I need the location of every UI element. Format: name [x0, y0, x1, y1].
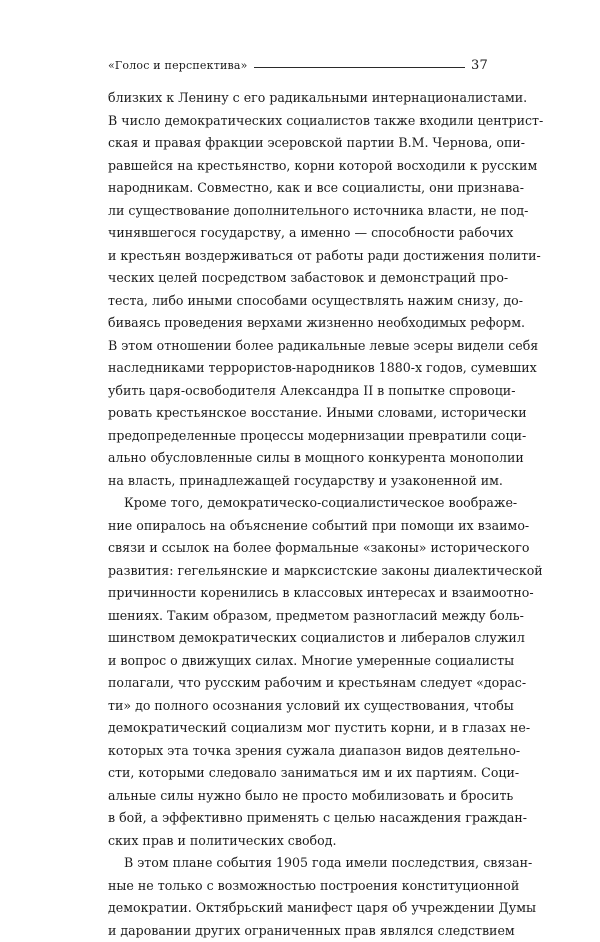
text-line: на власть, принадлежащей государству и узаконенной им.: [108, 470, 484, 493]
text-line: В число демократических социалистов также входили центрист-: [108, 110, 484, 133]
running-title: «Голос и перспектива»: [108, 59, 248, 72]
text-line: ти» до полного осознания условий их существования, чтобы: [108, 695, 484, 718]
text-line: равшейся на крестьянство, корни которой восходили к русским: [108, 155, 484, 178]
text-line: теста, либо иными способами осуществлять нажим снизу, до-: [108, 290, 484, 313]
text-line: демократии. Октябрьский манифест царя об учреждении Думы: [108, 897, 484, 920]
text-line: и крестьян воздерживаться от работы ради достижения полити-: [108, 245, 484, 268]
text-line: развития: гегельянские и марксистские законы диалектической: [108, 560, 484, 583]
text-line: которых эта точка зрения сужала диапазон видов деятельно-: [108, 740, 484, 763]
text-line: ских прав и политических свобод.: [108, 830, 484, 853]
text-line: предопределенные процессы модернизации превратили соци-: [108, 425, 484, 448]
text-line: ли существование дополнительного источника власти, не под-: [108, 200, 484, 223]
running-header: [108, 55, 488, 75]
text-line: в бой, а эффективно применять с целью насаждения граждан-: [108, 807, 484, 830]
text-line: альные силы нужно было не просто мобилизовать и бросить: [108, 785, 484, 808]
text-line: В этом плане события 1905 года имели последствия, связан-: [108, 852, 484, 875]
text-line: ные не только с возможностью построения конституционной: [108, 875, 484, 898]
text-line: шинством демократических социалистов и либералов служил: [108, 627, 484, 650]
text-line: близких к Ленину с его радикальными интернационалистами.: [108, 87, 484, 110]
paragraph: [108, 492, 484, 852]
text-line: и даровании других ограниченных прав являлся следствием: [108, 920, 484, 942]
text-line: причинности коренились в классовых интересах и взаимоотно-: [108, 582, 484, 605]
text-line: шениях. Таким образом, предметом разногласий между боль-: [108, 605, 484, 628]
body-text: [108, 87, 484, 942]
text-line: и вопрос о движущих силах. Многие умеренные социалисты: [108, 650, 484, 673]
text-line: чинявшегося государству, а именно — способности рабочих: [108, 222, 484, 245]
text-line: убить царя-освободителя Александра II в попытке спровоци-: [108, 380, 484, 403]
paragraph: [108, 852, 484, 942]
text-line: ческих целей посредством забастовок и демонстраций про-: [108, 267, 484, 290]
text-line: ская и правая фракции эсеровской партии В.М. Чернова, опи-: [108, 132, 484, 155]
paragraph: [108, 87, 484, 492]
header-rule: [254, 67, 465, 68]
text-line: ние опиралось на объяснение событий при помощи их взаимо-: [108, 515, 484, 538]
text-line: Кроме того, демократическо-социалистическое воображе-: [108, 492, 484, 515]
text-line: ально обусловленные силы в мощного конкурента монополии: [108, 447, 484, 470]
page-number: 37: [471, 58, 488, 73]
text-line: наследниками террористов-народников 1880-х годов, сумевших: [108, 357, 484, 380]
text-line: связи и ссылок на более формальные «законы» исторического: [108, 537, 484, 560]
text-line: ровать крестьянское восстание. Иными словами, исторически: [108, 402, 484, 425]
text-line: В этом отношении более радикальные левые эсеры видели себя: [108, 335, 484, 358]
text-line: полагали, что русским рабочим и крестьянам следует «дорас-: [108, 672, 484, 695]
text-line: демократический социализм мог пустить корни, и в глазах не-: [108, 717, 484, 740]
text-line: сти, которыми следовало заниматься им и их партиям. Соци-: [108, 762, 484, 785]
text-line: народникам. Совместно, как и все социалисты, они признава-: [108, 177, 484, 200]
text-line: биваясь проведения верхами жизненно необходимых реформ.: [108, 312, 484, 335]
